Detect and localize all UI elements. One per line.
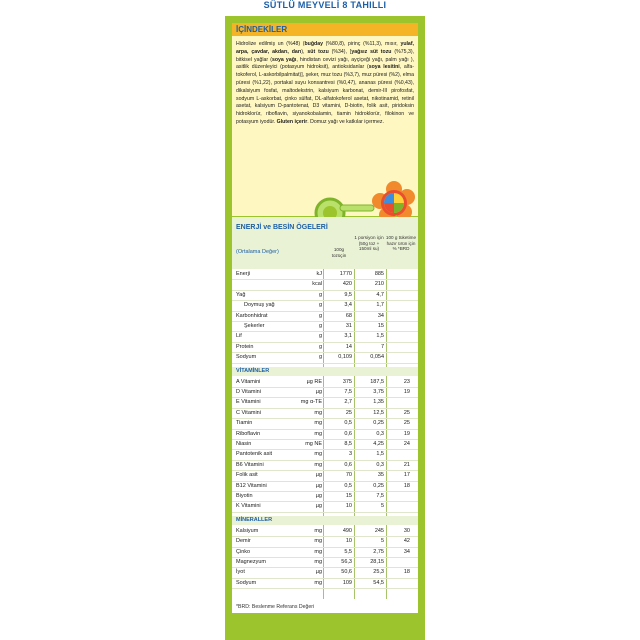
row-value-portion: 3,75 <box>373 389 384 395</box>
row-name: E Vitamini <box>236 399 261 406</box>
row-name: Karbonhidrat <box>236 312 268 319</box>
row-unit: mg <box>314 451 322 458</box>
row-value-100g: 31 <box>345 323 352 329</box>
row-value-100g: 2,7 <box>344 399 352 406</box>
ingredient-allergen: buğday <box>304 41 323 47</box>
row-value-100g: 25 <box>345 409 352 416</box>
row-value-100g: 14 <box>345 343 352 350</box>
row-unit: g <box>318 343 322 350</box>
row-unit: kJ <box>316 271 322 277</box>
row-name: Enerji <box>236 271 251 277</box>
row-value-portion: 4,7 <box>376 291 384 298</box>
row-value-100g: 15 <box>345 493 352 499</box>
row-value-100g: 420 <box>342 281 352 288</box>
row-value-portion: 35 <box>377 472 384 479</box>
row-unit: g <box>318 354 322 361</box>
row-unit: µg <box>315 482 322 489</box>
row-value-brd: 25 <box>403 409 410 416</box>
row-value-portion: 34 <box>377 312 384 319</box>
row-unit: µg <box>315 472 322 479</box>
row-unit: mg <box>314 461 322 468</box>
col-header-100g: 100g tozüçin <box>331 247 347 258</box>
row-name: Riboflavin <box>236 430 261 437</box>
row-unit: g <box>318 291 322 298</box>
row-value-100g: 68 <box>345 312 352 319</box>
ingredient-text: (%75,3), bitkisel yağlar ( <box>236 48 415 63</box>
ingredient-text: . Domuz yağı ve katkılar içermez. <box>307 118 384 125</box>
row-value-portion: 0,054 <box>370 354 384 361</box>
table-row <box>232 578 418 589</box>
row-name: Lif <box>236 333 242 340</box>
row-value-portion: 4,25 <box>373 441 384 447</box>
row-value-portion: 54,5 <box>373 579 384 586</box>
ingredient-allergen: yulaf, arpa, çavdar, akdarı, darı <box>236 41 414 55</box>
row-value-brd: 19 <box>403 389 410 395</box>
row-unit: µg <box>315 503 322 510</box>
row-unit: mg NE <box>305 441 322 447</box>
ingredient-text: , alfa-tokoferol, L-askorbilpalmitat)], şeker, muz tozu (%3,7), muz püresi (%2), elma püresi (%1,22), portakal suyu konsantresi (%0,47), ananas püresi (%0,43), dikalsiyum fosfat, maltodekstrin, kalsiyum karbonat, demir-III pirofosfat, sodyum L-askorbat, çinko sülfat, DL-alfatokoferol asetat, nikotinamid, retinil asetat, kalsiyum D-pantotenat, D3 vitamini, D-biotin, folik asit, piridoksin hidroklorür, riboflavin, siyanokobalamin, tiamin hidroklorür, filokinon ve potasyum iyodür. <box>236 64 414 125</box>
ingredient-allergen: soya lesitini <box>368 64 400 71</box>
row-value-portion: 0,3 <box>376 430 384 437</box>
row-name: Pantotenik asit <box>236 451 273 458</box>
row-unit: mg <box>314 579 322 586</box>
row-unit: µg <box>315 389 322 395</box>
row-value-100g: 7,5 <box>344 389 352 395</box>
row-unit: g <box>318 312 322 319</box>
row-value-100g: 9,5 <box>344 291 352 298</box>
row-value-100g: 3,4 <box>344 302 352 309</box>
row-value-portion: 0,25 <box>373 482 384 489</box>
row-value-100g: 490 <box>342 527 352 534</box>
row-value-100g: 0,5 <box>344 482 352 489</box>
row-value-portion: 187,5 <box>370 378 384 385</box>
row-name: A Vitamini <box>236 378 261 385</box>
row-unit: µg <box>315 569 322 576</box>
row-name: Yağ <box>236 291 246 298</box>
ingredient-text: , hindistan cevizi yağı, ayçiçeği yağı, palm yağı ), asitlik düzenleyici (potasyum hidroksit), antioksidanlar ( <box>236 56 414 71</box>
row-name: Demir <box>236 538 251 545</box>
footnote: *BRD: Beslenme Referans Değeri <box>236 604 315 610</box>
row-name: B6 Vitamini <box>236 461 264 468</box>
row-unit: mg α-TE <box>300 399 322 406</box>
ingredient-allergen: Gluten içerir <box>276 118 308 125</box>
ingredient-allergen: süt tozu <box>307 48 329 55</box>
row-name: Niasin <box>236 441 252 447</box>
ingredient-text: (%80,8), pirinç (%11,3), mısır, <box>322 41 401 47</box>
row-value-100g: 0,5 <box>344 420 352 427</box>
row-value-portion: 2,75 <box>373 548 384 555</box>
row-value-portion: 5 <box>380 538 384 545</box>
row-value-100g: 3,1 <box>344 333 352 340</box>
row-value-portion: 210 <box>374 281 384 288</box>
row-value-portion: 7,5 <box>376 493 384 499</box>
row-name: Şekerler <box>244 323 265 329</box>
row-value-brd: 23 <box>403 378 410 385</box>
row-value-100g: 1770 <box>339 271 352 277</box>
row-value-portion: 12,5 <box>373 409 384 416</box>
row-name: Çinko <box>236 548 251 555</box>
ingredient-text: Hidrolize edilmiş un (%48) ( <box>236 41 305 47</box>
row-value-100g: 375 <box>342 378 352 385</box>
row-name: Biyotin <box>236 493 253 499</box>
ingredients-text <box>236 41 414 127</box>
row-name: C Vitamini <box>236 409 261 416</box>
nutrition-header <box>232 217 418 269</box>
ingredient-allergen: soya yağı <box>271 56 297 63</box>
ingredient-allergen: yağsız süt tozu <box>351 48 392 55</box>
row-value-100g: 10 <box>345 503 352 510</box>
row-name: Kalsiyum <box>236 527 259 534</box>
row-value-brd: 25 <box>403 420 410 427</box>
table-row <box>232 501 418 512</box>
row-value-brd: 18 <box>403 569 410 576</box>
nutrition-title: ENERJİ ve BESİN ÖGELERİ <box>236 224 328 231</box>
row-unit: g <box>318 333 322 340</box>
row-unit: µg RE <box>306 378 322 385</box>
row-value-portion: 28,15 <box>370 559 384 565</box>
row-value-portion: 1,5 <box>376 451 384 458</box>
row-value-brd: 34 <box>403 548 410 555</box>
row-value-100g: 3 <box>348 451 352 458</box>
row-value-brd: 30 <box>403 527 410 534</box>
row-unit: g <box>318 323 322 329</box>
row-value-portion: 7 <box>380 343 384 350</box>
row-name: Sodyum <box>236 354 257 361</box>
row-value-portion: 0,3 <box>376 461 384 468</box>
row-value-100g: 8,5 <box>344 441 352 447</box>
col-header-portion: 1 porsiyon için (50g toz + 150ml su) <box>354 235 384 252</box>
row-unit: mg <box>314 538 322 545</box>
table-row <box>232 352 418 363</box>
ingredient-text: (%34), [ <box>328 48 352 55</box>
row-value-100g: 109 <box>342 579 352 586</box>
row-value-100g: 0,109 <box>338 354 352 361</box>
row-value-brd: 21 <box>403 461 410 468</box>
row-value-100g: 0,6 <box>344 461 352 468</box>
row-name: B12 Vitamini <box>236 482 267 489</box>
ingredient-text: ), <box>301 48 308 55</box>
row-value-portion: 885 <box>374 271 384 277</box>
row-name: Magnezyum <box>236 559 266 565</box>
row-unit: g <box>318 302 322 309</box>
row-value-brd: 24 <box>403 441 410 447</box>
row-value-100g: 10 <box>345 538 352 545</box>
row-value-portion: 1,35 <box>373 399 384 406</box>
row-value-portion: 5 <box>380 503 384 510</box>
row-value-portion: 0,25 <box>373 420 384 427</box>
row-value-portion: 245 <box>374 527 384 534</box>
row-value-100g: 0,6 <box>344 430 352 437</box>
row-value-100g: 50,6 <box>341 569 352 576</box>
row-name: Folik asit <box>236 472 258 479</box>
row-unit: µg <box>315 493 322 499</box>
row-name: K Vitamini <box>236 503 261 510</box>
row-value-brd: 18 <box>403 482 410 489</box>
vitamins-section-title: VİTAMİNLER <box>232 367 418 376</box>
row-name: Protein <box>236 343 254 350</box>
row-unit: mg <box>314 430 322 437</box>
row-unit: mg <box>314 548 322 555</box>
ingredients-title: İÇİNDEKİLER <box>232 23 418 36</box>
nutrition-table <box>232 217 418 613</box>
nutrition-subtitle: (Ortalama Değer) <box>236 249 279 255</box>
row-name: Tiamin <box>236 420 253 427</box>
row-unit: mg <box>314 527 322 534</box>
row-name: İyot <box>236 569 245 576</box>
col-header-brd: 100 g tüketime hazır ürün için % *BRD <box>385 235 417 252</box>
row-name: Sodyum <box>236 579 257 586</box>
row-value-brd: 42 <box>403 538 410 545</box>
row-value-100g: 70 <box>345 472 352 479</box>
row-name: Doymuş yağ <box>244 302 275 309</box>
top-banner <box>225 0 425 16</box>
row-unit: kcal <box>312 281 322 288</box>
row-value-100g: 56,3 <box>341 559 352 565</box>
row-value-brd: 19 <box>403 430 410 437</box>
row-unit: mg <box>314 409 322 416</box>
row-unit: mg <box>314 559 322 565</box>
row-value-portion: 15 <box>377 323 384 329</box>
row-name: D Vitamini <box>236 389 261 395</box>
minerals-section-title: MİNERALLER <box>232 516 418 525</box>
package-side-panel <box>225 0 425 640</box>
row-unit: mg <box>314 420 322 427</box>
row-value-portion: 1,5 <box>376 333 384 340</box>
row-value-portion: 25,3 <box>373 569 384 576</box>
row-value-brd: 17 <box>403 472 410 479</box>
row-value-portion: 1,7 <box>376 302 384 309</box>
row-value-100g: 5,5 <box>344 548 352 555</box>
product-title: SÜTLÜ MEYVELİ 8 TAHILLI <box>263 0 387 10</box>
